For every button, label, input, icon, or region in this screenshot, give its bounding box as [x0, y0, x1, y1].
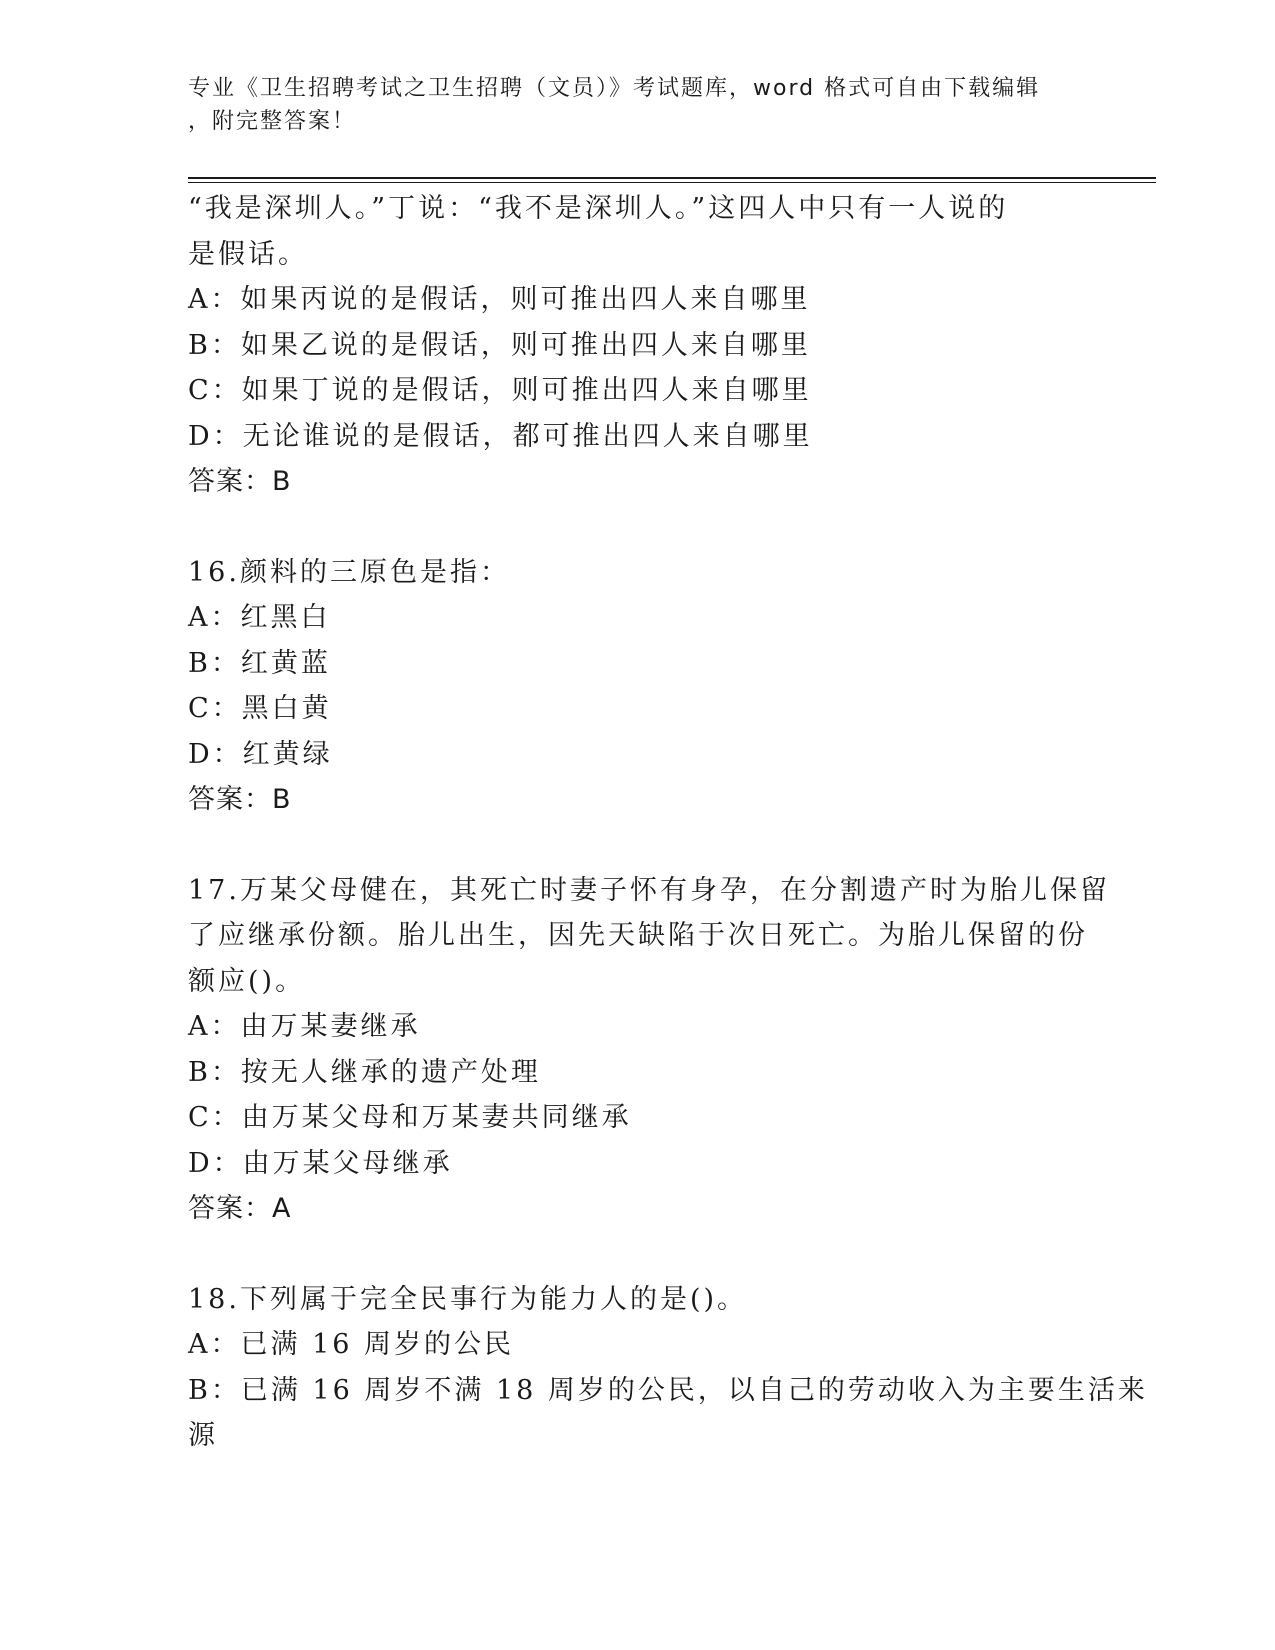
option-a: A：已满 16 周岁的公民 [188, 1329, 515, 1360]
option-b: B：如果乙说的是假话，则可推出四人来自哪里 [188, 329, 811, 361]
option-d: D：无论谁说的是假话，都可推出四人来自哪里 [188, 420, 813, 452]
question-stem-line: 18.下列属于完全民事行为能力人的是()。 [188, 1283, 748, 1315]
header-rule-thin [188, 182, 1156, 183]
question-stem-line: “我是深圳人。”丁说：“我不是深圳人。”这四人中只有一人说的 [188, 193, 1009, 224]
option-c: C：黑白黄 [188, 693, 332, 724]
question-stem-line: 17.万某父母健在，其死亡时妻子怀有身孕，在分割遗产时为胎儿保留 [188, 874, 1110, 906]
option-a: A：由万某妻继承 [188, 1011, 421, 1042]
option-a: A：红黑白 [188, 602, 331, 633]
question-16 [188, 550, 1088, 823]
document-header [188, 72, 1068, 138]
option-b-continued: 源 [188, 1420, 218, 1451]
question-stem-line: 16.颜料的三原色是指： [188, 556, 510, 588]
question-17 [188, 868, 1110, 1232]
option-b: B：已满 16 周岁不满 18 周岁的公民，以自己的劳动收入为主要生活来 [188, 1374, 1148, 1406]
option-b: B：红黄蓝 [188, 647, 331, 679]
question-list [188, 186, 1148, 1504]
answer-line: 答案：B [188, 466, 292, 497]
header-line-2: ，附完整答案！ [188, 109, 357, 134]
question-stem-line: 额应()。 [188, 965, 306, 997]
answer-line: 答案：B [188, 784, 292, 815]
option-a: A：如果丙说的是假话，则可推出四人来自哪里 [188, 284, 811, 315]
question-15 [188, 186, 1088, 505]
question-18 [188, 1277, 1148, 1459]
question-stem-line: 是假话。 [188, 238, 308, 270]
header-line-1: 专业《卫生招聘考试之卫生招聘（文员）》考试题库，word 格式可自由下载编辑 [188, 76, 1041, 101]
option-c: C：如果丁说的是假话，则可推出四人来自哪里 [188, 375, 812, 406]
header-rule-thick [188, 177, 1156, 179]
question-stem-line: 了应继承份额。胎儿出生，因先天缺陷于次日死亡。为胎儿保留的份 [188, 920, 1088, 951]
option-d: D：由万某父母继承 [188, 1147, 453, 1179]
option-d: D：红黄绿 [188, 738, 333, 770]
option-b: B：按无人继承的遗产处理 [188, 1056, 541, 1088]
answer-line: 答案：A [188, 1193, 292, 1224]
option-c: C：由万某父母和万某妻共同继承 [188, 1102, 632, 1133]
